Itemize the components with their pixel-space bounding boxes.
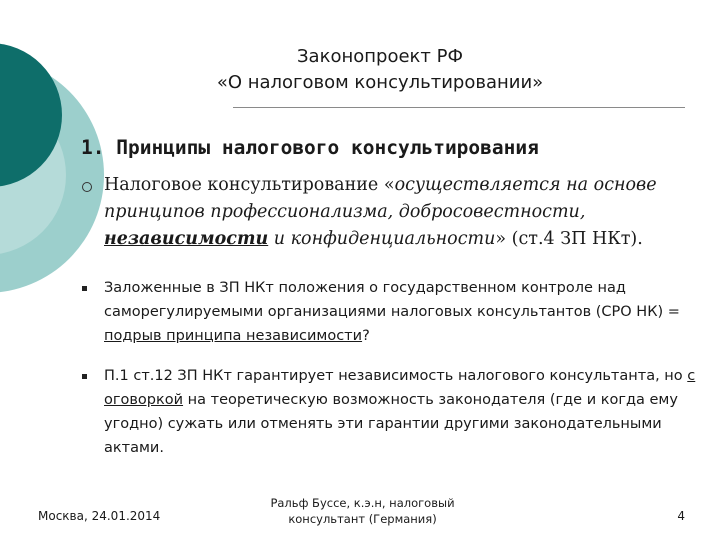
title-line-1: Законопроект РФ [297,46,463,67]
footer-date: Москва, 24.01.2014 [38,509,161,523]
title-divider [233,107,685,108]
bullet-1-part-2: осуществляется на основе принципов профессионализма, добросовестности, [104,175,657,222]
square-bullet-icon [82,286,87,291]
bullet-1-part-1: Налоговое консультирование « [104,175,395,195]
title-line-2: «О налоговом консультировании» [216,72,544,93]
square-bullet-icon [82,374,87,379]
bullet-2-text [104,276,704,348]
footer-author-line-1: Ральф Буссе, к.э.н, налоговый [270,496,455,510]
bullet-1-part-4: и конфиденциальности [268,229,496,249]
bullet-2-part-1: Заложенные в ЗП НКт положения о государственном контроле над саморегулируемыми организациями налоговых консультантов (СРО НК) = [104,280,680,320]
bullet-1-part-3: независимости [104,229,269,249]
ring-bullet-icon [82,182,92,192]
bullet-2-part-3: ? [362,328,370,344]
footer-author [240,495,485,527]
footer-author-line-2: консультант (Германия) [288,512,437,526]
bullet-2-part-2: подрыв принципа независимости [104,328,363,344]
section-heading: 1. Принципы налогового консультирования [81,136,539,159]
bullet-1-part-5: » (ст.4 ЗП НКт). [495,229,643,249]
bullet-3-part-2: с оговоркой [104,368,696,408]
page-number: 4 [677,509,685,523]
bullet-3-text [104,364,704,460]
bullet-3-part-3: на теоретическую возможность законодателя (где и когда ему угодно) сужать или отменять эти гарантии другими законодательными актами. [104,392,678,456]
slide-title [180,44,580,96]
bullet-3-part-1: П.1 ст.12 ЗП НКт гарантирует независимость налогового консультанта, но [104,368,688,384]
bullet-1-text [104,172,704,253]
